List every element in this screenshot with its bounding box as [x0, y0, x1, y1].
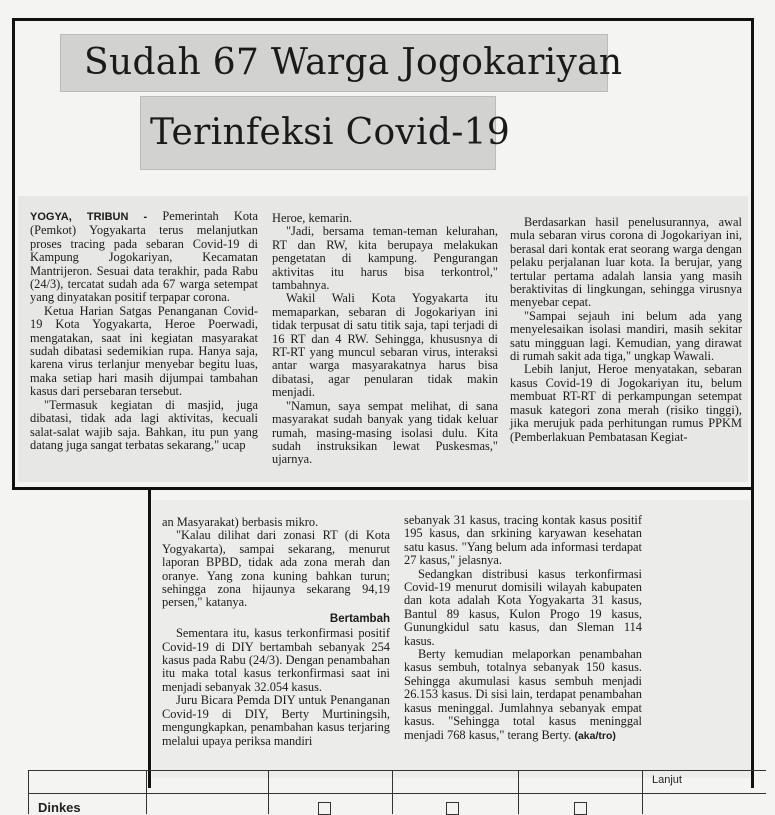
paragraph: "Termasuk kegiatan di masjid, juga dibatasi, tidak ada lagi aktivitas, kecuali salat-salat wajib saja. Bahkan, itu pun yang datang juga sangat terbatas sekarang," ucap	[30, 397, 258, 452]
author-credit: (aka/tro)	[574, 729, 616, 742]
article-column-5	[404, 514, 642, 743]
form-checkbox[interactable]	[446, 802, 459, 815]
table-column-divider	[268, 771, 269, 814]
headline-line-2-strip	[140, 96, 511, 170]
headline-line-1: Sudah 67 Warga Jogokariyan	[84, 42, 623, 83]
table-column-divider	[146, 771, 147, 814]
table-column-divider	[642, 771, 643, 814]
paragraph: "Sampai sejauh ini belum ada yang menyelesaikan isolasi mandiri, masih sekitar satu mingguan lagi. Kemudian, yang dirawat di rumah sakit ada tiga," ungkap Wawali.	[510, 308, 742, 364]
article-column-1	[30, 210, 258, 452]
paragraph: an Masyarakat) berbasis mikro.	[162, 515, 319, 529]
article-column-2	[272, 212, 498, 467]
paragraph: Sedangkan distribusi kasus terkonfirmasi Covid-19 menurut domisili wilayah kabupaten dan kota adalah Kota Yogyakarta 31 kasus, Bantul 89 kasus, Kulon Progo 19 kasus, Gunungkidul satu kasus, dan Sleman 114 kasus.	[404, 566, 642, 648]
paragraph: "Jadi, bersama teman-teman kelurahan, RT dan RW, kita berupaya melakukan pengetatan di kampung. Pengurangan aktivitas itu harus bisa terkontrol," tambahnya.	[272, 224, 498, 293]
article-column-3	[510, 216, 742, 444]
paragraph: sebanyak 31 kasus, tracing kontak kasus positif 195 kasus, dan srkining karyawan kesehatan satu kasus. "Yang belum ada informasi terdapat 27 kasus," jelasnya.	[404, 513, 642, 568]
paragraph: "Namun, saya sempat melihat, di sana masyarakat sudah banyak yang tidak keluar rumah, masing-masing isolasi dulu. Kita sudah instruksikan lewat Puskesmas," ujarnya.	[272, 398, 498, 467]
article-column-4	[162, 516, 390, 748]
paragraph: Berty kemudian melaporkan penambahan kasus sembuh, totalnya sebanyak 150 kasus. Sehingga akumulasi kasus sembuh menjadi 26.153 kasus. Di sisi lain, terdapat penambahan kasus meninggal. Jumlahnya sebanyak empat kasus. "Sehingga total kasus meninggal menjadi 768 kasus," terang Berty. (aka/tro)	[404, 647, 642, 742]
headline-line-1-strip	[60, 34, 623, 92]
headline-line-2: Terinfeksi Covid-19	[150, 112, 511, 153]
paragraph: Juru Bicara Pemda DIY untuk Penanganan Covid-19 di DIY, Berty Murtiningsih, mengungkapkan, penambahan kasus terjaring melalui upaya periksa mandiri	[162, 693, 390, 748]
paragraph: Wakil Wali Kota Yogyakarta itu memaparkan, sebaran di Jogokariyan ini tidak terpusat di satu titik saja, tapi terjadi di 16 RT dan 4 RW. Sehingga, khususnya di RT-RT yang muncul sebaran virus, interaksi antar warga masyarakatnya harus bisa dibatasi, agar penularan tidak makin menjadi.	[272, 291, 498, 400]
paragraph: Ketua Harian Satgas Penanganan Covid-19 Kota Yogyakarta, Heroe Poerwadi, mengatakan, saat ini kegiatan masyarakat sudah dibatasi sedemikian rupa. Hanya saja, karena virus terlanjur menyebar begitu luas, maka setiap hari masih dijumpai tambahan kasus dari persebaran tersebut.	[30, 303, 258, 399]
table-column-divider	[28, 771, 29, 814]
form-checkbox[interactable]	[318, 802, 331, 815]
subheading: Bertambah	[329, 612, 390, 625]
form-label-lanjut: Lanjut	[652, 774, 682, 786]
paragraph: Berdasarkan hasil penelusurannya, awal mula sebaran virus corona di Jogokariyan ini, berasal dari kontak erat seorang warga dengan pelaku perjalanan luar kota. Ia berujar, yang tertular pertama adalah lansia yang masih beraktivitas di lingkungan, sehingga virusnya menyebar cepat.	[510, 215, 742, 310]
form-label-dinkes: Dinkes	[38, 800, 81, 815]
paragraph: "Kalau dilihat dari zonasi RT (di Kota Yogyakarta), sampai sekarang, menurut laporan BPBD, tidak ada zona merah dan oranye. Yang zona kuning bahkan turun; sehingga zona hijaunya sekarang 94,19 persen," katanya.	[162, 528, 390, 610]
dateline: YOGYA, TRIBUN -	[30, 211, 148, 223]
form-checkbox[interactable]	[574, 802, 587, 815]
paragraph: Lebih lanjut, Heroe menyatakan, sebaran kasus Covid-19 di Jogokariyan itu, belum membuat RT-RT di perkampungan setempat masuk kategori zona merah (risiko tinggi), jika merujuk pada perhitungan rumus PPKM (Pemberlakuan Pembatasan Kegiat-	[510, 362, 742, 444]
bleed-through-text	[150, 490, 750, 504]
table-row-divider	[28, 793, 766, 794]
table-column-divider	[392, 771, 393, 814]
table-column-divider	[518, 771, 519, 814]
paragraph: Sementara itu, kasus terkonfirmasi positif Covid-19 di DIY bertambah sebanyak 254 kasus pada Rabu (24/3). Dengan penambahan itu maka total kasus terkonfirmasi saat ini menjadi sebanyak 32.054 kasus.	[162, 626, 390, 694]
paragraph: Heroe, kemarin.	[272, 211, 353, 225]
paragraph: YOGYA, TRIBUN - Pemerintah Kota (Pemkot) Yogyakarta terus melanjutkan proses tracing pada sebaran Covid-19 di Kampung Jogokariyan, Kecamatan Mantrijeron. Sesuai data terakhir, pada Rabu (24/3), tercatat sudah ada 67 warga setempat yang dinyatakan positif terpapar corona.	[30, 209, 258, 305]
